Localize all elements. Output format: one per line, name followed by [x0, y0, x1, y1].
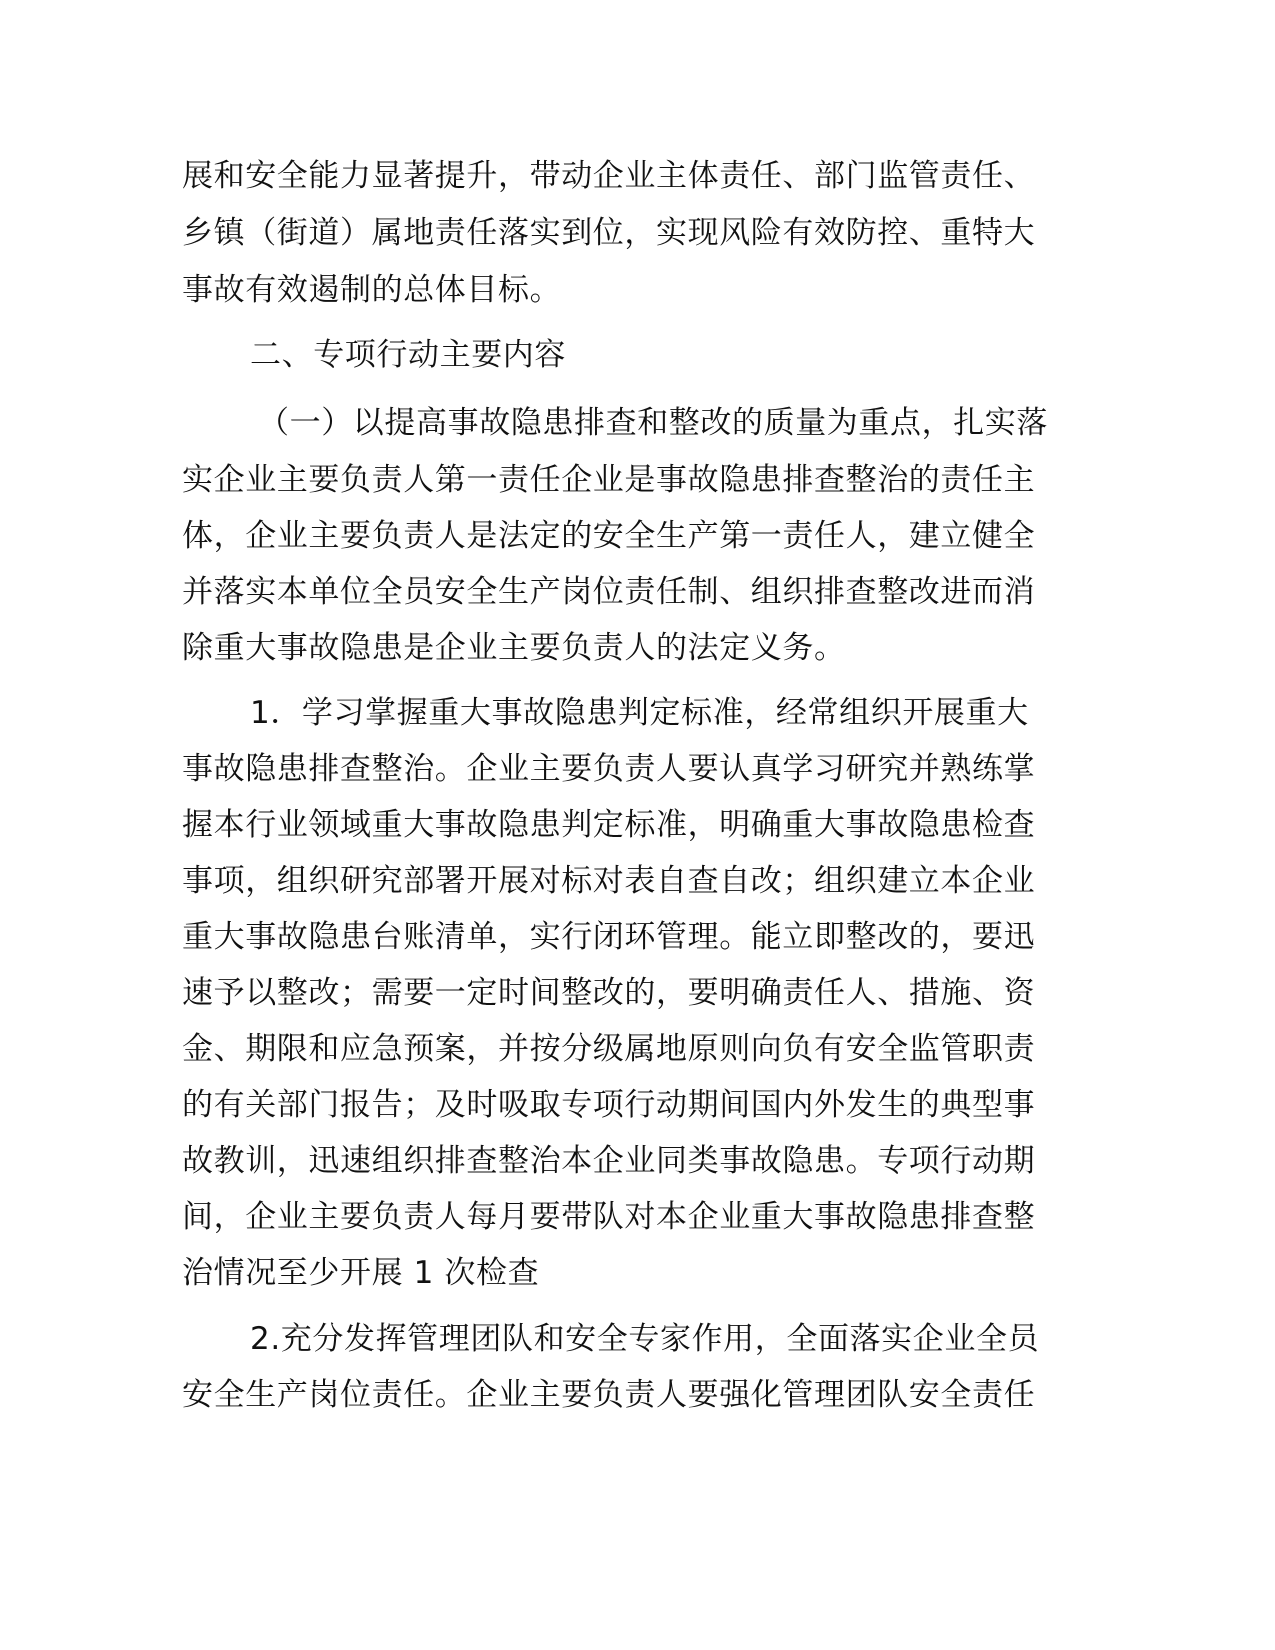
paragraph-line: 并落实本单位全员安全生产岗位责任制、组织排查整改进而消: [182, 574, 1036, 610]
paragraph-line: 乡镇（街道）属地责任落实到位，实现风险有效防控、重特大: [182, 215, 1036, 251]
paragraph-line: 治情况至少开展 1 次检查: [182, 1255, 540, 1291]
paragraph-line: 速予以整改；需要一定时间整改的，要明确责任人、措施、资: [182, 975, 1036, 1011]
paragraph-line: 安全生产岗位责任。企业主要负责人要强化管理团队安全责任: [182, 1377, 1036, 1413]
paragraph-line: 故教训，迅速组织排查整治本企业同类事故隐患。专项行动期: [182, 1143, 1036, 1179]
subsection-heading-line: （一）以提高事故隐患排查和整改的质量为重点，扎实落: [258, 405, 1048, 441]
paragraph-line: 握本行业领域重大事故隐患判定标准，明确重大事故隐患检查: [182, 807, 1036, 843]
numbered-item-line: 1．学习掌握重大事故隐患判定标准，经常组织开展重大: [250, 695, 1029, 731]
paragraph-line: 体，企业主要负责人是法定的安全生产第一责任人，建立健全: [182, 518, 1036, 554]
paragraph-line: 除重大事故隐患是企业主要负责人的法定义务。: [182, 630, 846, 666]
numbered-item-line: 2.充分发挥管理团队和安全专家作用，全面落实企业全员: [250, 1321, 1040, 1357]
paragraph-line: 实企业主要负责人第一责任企业是事故隐患排查整治的责任主: [182, 462, 1036, 498]
paragraph-line: 金、期限和应急预案，并按分级属地原则向负有安全监管职责: [182, 1031, 1036, 1067]
paragraph-line: 的有关部门报告；及时吸取专项行动期间国内外发生的典型事: [182, 1087, 1036, 1123]
section-heading: 二、专项行动主要内容: [250, 337, 566, 373]
paragraph-line: 展和安全能力显著提升，带动企业主体责任、部门监管责任、: [182, 158, 1036, 194]
paragraph-line: 事故有效遏制的总体目标。: [182, 272, 562, 308]
paragraph-line: 间，企业主要负责人每月要带队对本企业重大事故隐患排查整: [182, 1199, 1036, 1235]
paragraph-line: 重大事故隐患台账清单，实行闭环管理。能立即整改的，要迅: [182, 919, 1036, 955]
paragraph-line: 事故隐患排查整治。企业主要负责人要认真学习研究并熟练掌: [182, 751, 1036, 787]
paragraph-line: 事项，组织研究部署开展对标对表自查自改；组织建立本企业: [182, 863, 1036, 899]
